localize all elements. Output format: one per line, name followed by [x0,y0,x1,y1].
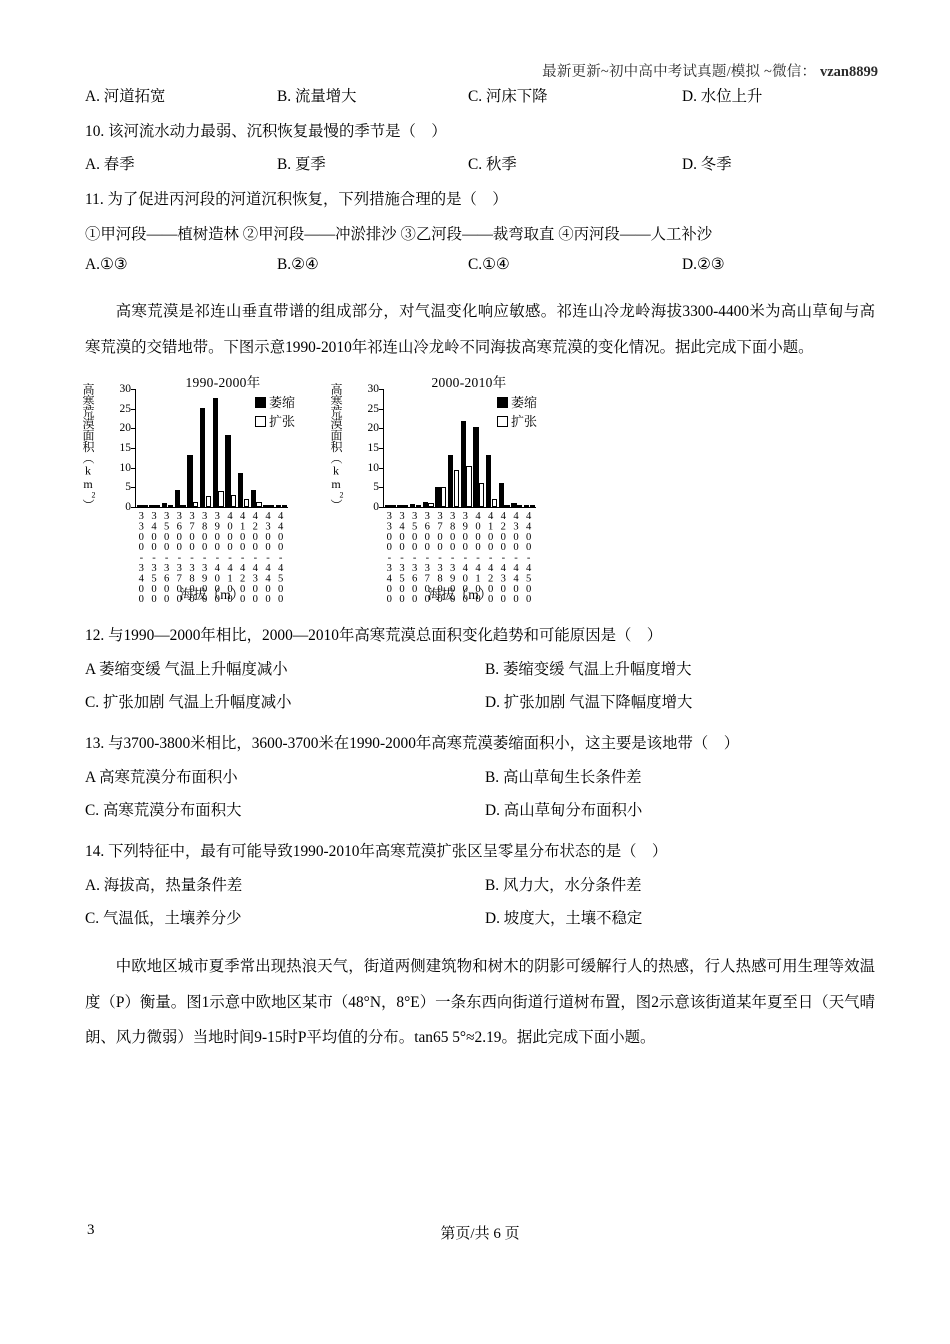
bar-group [460,389,473,507]
q10-option-d: D. 冬季 [682,156,732,173]
q11-measure-items: ①甲河段——植树造林 ②甲河段——冲淤排沙 ③乙河段——裁弯取直 ④丙河段——人工补沙 [85,226,713,243]
bar-expand [282,505,287,507]
bar-shrink [524,505,529,507]
bar-expand [517,505,522,507]
bar-shrink [187,455,192,507]
y-axis-tick-label: 5 [125,481,131,494]
x-axis-tick-label: 4200-4300 [249,511,261,605]
y-axis-tick-label: 10 [367,461,379,474]
y-axis-tick-label: 25 [119,402,131,415]
y-axis-tick-mark [131,487,136,488]
q10-stem: 10. 该河流水动力最弱、沉积恢复最慢的季节是（ ） [85,123,447,140]
q12-option-b: B. 萎缩变缓 气温上升幅度增大 [485,661,692,678]
chart-y-axis-label: 高寒荒漠面积$(km^2)$ [329,383,346,511]
bar-shrink [499,483,504,507]
x-axis-tick-label: 4300-4400 [262,511,274,605]
chart-y-axis-label: 高寒荒漠面积$(km^2)$ [81,383,98,511]
chart-x-axis-label: 海拔（m） [179,587,245,602]
y-axis-tick-label: 20 [367,422,379,435]
alpine-desert-charts [81,371,875,605]
q13-option-c: C. 高寒荒漠分布面积大 [85,802,242,819]
y-axis-tick-mark [379,468,384,469]
q11-option-d: D.②③ [682,256,725,273]
x-axis-tick-label: 3300-3400 [383,511,395,605]
filled-square-icon [255,397,266,408]
x-axis-tick-label: 3700-3800 [186,511,198,605]
q12-option-d: D. 扩张加剧 气温下降幅度增大 [485,694,693,711]
footer-page-of: 第页/共 6 页 [440,1226,520,1242]
bar-group [473,389,486,507]
chart-title: 1990-2000年 [185,375,261,390]
x-axis-tick-label: 4300-4400 [510,511,522,605]
y-axis-tick-label: 5 [373,481,379,494]
q10-option-a: A. 春季 [85,156,135,173]
q13-options-row-1 [85,765,875,798]
bar-expand [168,505,173,507]
bar-group [212,389,225,507]
bar-expand [466,466,471,507]
bar-group [447,389,460,507]
x-axis-tick-label: 4400-4500 [523,511,535,605]
x-axis-tick-label: 4000-4100 [472,511,484,605]
q14-stem: 14. 下列特征中，最有可能导致1990-2010年高寒荒漠扩张区呈零星分布状态的是（ ） [85,843,668,860]
bar-shrink [397,505,402,507]
q10-option-b: B. 夏季 [277,156,326,173]
q13-stem: 13. 与3700-3800米相比，3600-3700米在1990-2000年高寒荒漠萎缩面积小，这主要是该地带（ ） [85,735,740,752]
q11-options-row [85,255,875,288]
x-axis-tick-label: 3800-3900 [199,511,211,605]
bar-expand [256,502,261,507]
bar-group [161,389,174,507]
open-square-icon [497,416,508,427]
x-axis-tick-label: 3500-3600 [409,511,421,605]
q12-option-a: A 萎缩变缓 气温上升幅度减小 [85,661,288,678]
q9-option-d: D. 水位上升 [682,88,763,105]
y-axis-tick-mark [131,448,136,449]
bar-group [409,389,422,507]
bar-shrink [213,398,218,507]
x-axis-tick-label: 4400-4500 [275,511,287,605]
legend-item-expand [255,412,295,431]
bar-shrink [276,505,281,507]
q14-options-row-1 [85,873,875,906]
q9-option-c: C. 河床下降 [468,88,548,105]
bar-expand [504,505,509,507]
bar-expand [428,503,433,507]
q11-option-a: A.①③ [85,256,128,273]
y-axis-tick-label: 30 [119,383,131,395]
x-axis-tick-label: 4100-4200 [237,511,249,605]
bar-group [149,389,162,507]
bar-shrink [162,503,167,507]
bar-expand [390,505,395,507]
y-axis-tick-label: 0 [373,501,379,513]
q13-option-a: A 高寒荒漠分布面积小 [85,769,238,786]
y-axis-tick-mark [379,389,384,390]
bar-shrink [410,504,415,507]
y-axis-tick-label: 20 [119,422,131,435]
bar-shrink [511,503,516,507]
q14-option-b: B. 风力大，水分条件差 [485,877,642,894]
q12-option-c: C. 扩张加剧 气温上升幅度减小 [85,694,292,711]
watermark-wechat-id: vzan8899 [820,64,878,80]
x-axis-tick-label: 4200-4300 [497,511,509,605]
bar-shrink [251,490,256,507]
page-footer [85,1222,875,1246]
legend-label-expand: 扩张 [511,414,538,429]
y-axis-tick-mark [379,409,384,410]
x-axis-tick-label: 3800-3900 [447,511,459,605]
q10-options-row [85,152,875,185]
q11-option-c: C.①④ [468,256,510,273]
x-axis-tick-label: 4000-4100 [224,511,236,605]
bar-expand [155,505,160,507]
bar-shrink [175,490,180,507]
bar-group [187,389,200,507]
bar-expand [206,496,211,507]
y-axis-tick-label: 15 [367,442,379,454]
bar-expand [244,499,249,507]
q12-options-row-2 [85,690,875,723]
passage-alpine-desert: 高寒荒漠是祁连山垂直带谱的组成部分，对气温变化响应敏感。祁连山冷龙岭海拔3300-4400米为高山草甸与高寒荒漠的交错地带。下图示意1990-2010年祁连山冷龙岭不同海拔高寒荒漠的变化情况。据此完成下面小题。 [85,303,875,356]
q9-option-a: A. 河道拓宽 [85,88,166,105]
x-axis-tick-label: 3400-3500 [148,511,160,605]
bar-group [237,389,250,507]
bar-shrink [225,435,230,507]
y-axis-tick-mark [379,428,384,429]
y-axis-tick-mark [379,487,384,488]
bar-shrink [435,487,440,507]
x-axis-tick-label: 3400-3500 [396,511,408,605]
bar-shrink [423,502,428,507]
y-axis-tick-mark [379,507,384,508]
bar-expand [479,483,484,507]
bar-shrink [385,505,390,507]
bar-expand [231,495,236,507]
chart-legend [255,393,295,431]
q13-options-row-2 [85,798,875,831]
watermark-label: 最新更新~初中高中考试真题/模拟 ~微信： [542,64,817,80]
x-axis-tick-label: 3600-3700 [421,511,433,605]
chart-2000-2010 [329,371,585,605]
x-axis-tick-label: 3600-3700 [173,511,185,605]
y-axis-tick-mark [131,507,136,508]
bar-expand [403,505,408,507]
chart-title: 2000-2010年 [431,375,507,390]
y-axis-tick-label: 0 [125,501,131,513]
y-axis-tick-label: 10 [119,461,131,474]
q14-options-row-2 [85,906,875,939]
q9-option-b: B. 流量增大 [277,88,357,105]
q14-option-d: D. 坡度大，土壤不稳定 [485,910,643,927]
bar-expand [180,505,185,507]
bar-shrink [238,473,243,507]
q11-stem: 11. 为了促进丙河段的河道沉积恢复，下列措施合理的是（ ） [85,191,508,208]
bar-expand [454,470,459,507]
bar-expand [492,499,497,507]
bar-shrink [473,427,478,507]
y-axis-tick-mark [131,409,136,410]
bar-shrink [137,505,142,507]
bar-group [174,389,187,507]
y-axis-tick-mark [379,448,384,449]
bar-shrink [200,408,205,507]
bar-expand [142,505,147,507]
q14-option-c: C. 气温低，土壤养分少 [85,910,242,927]
passage-central-europe: 中欧地区城市夏季常出现热浪天气，街道两侧建筑物和树木的阴影可缓解行人的热感，行人热感可用生理等效温度（P）衡量。图1示意中欧地区某市（48°N，8°E）一条东西向街道行道树布置，图2示意该街道某年夏至日（天气晴朗、风力微弱）当地时间9-15时P平均值的分布。tan65 5°≈2.19。据此完成下面小题。 [85,958,875,1046]
x-axis-tick-label: 3300-3400 [135,511,147,605]
bar-expand [218,491,223,507]
bar-group [199,389,212,507]
bar-expand [269,505,274,507]
x-axis-tick-label: 3500-3600 [161,511,173,605]
legend-label-expand: 扩张 [269,414,296,429]
y-axis-tick-mark [131,468,136,469]
x-axis-tick-label: 4100-4200 [485,511,497,605]
x-axis-tick-label: 3900-4000 [211,511,223,605]
bar-expand [441,487,446,507]
q13-option-d: D. 高山草甸分布面积小 [485,802,643,819]
bar-expand [193,502,198,507]
y-axis-tick-mark [131,428,136,429]
open-square-icon [255,416,266,427]
bar-group [435,389,448,507]
q12-stem: 12. 与1990—2000年相比，2000—2010年高寒荒漠总面积变化趋势和可能原因是（ ） [85,627,663,644]
y-axis-tick-mark [131,389,136,390]
bar-shrink [149,505,154,507]
bar-group [136,389,149,507]
chart-legend [497,393,537,431]
q10-option-c: C. 秋季 [468,156,517,173]
bar-group [422,389,435,507]
bar-shrink [448,455,453,507]
q13-option-b: B. 高山草甸生长条件差 [485,769,642,786]
chart-x-axis-label: 海拔（m） [427,587,493,602]
filled-square-icon [497,397,508,408]
x-axis-tick-label: 3700-3800 [434,511,446,605]
y-axis-tick-label: 15 [119,442,131,454]
chart-1990-2000 [81,371,337,605]
bar-shrink [263,505,268,507]
q9-options-row [85,84,875,117]
bar-shrink [486,455,491,507]
bar-expand [530,505,535,507]
bar-group [384,389,397,507]
legend-label-shrink: 萎缩 [269,395,296,410]
q12-options-row-1 [85,657,875,690]
footer-page-number: 3 [87,1222,95,1238]
bar-shrink [461,421,466,507]
document-content [81,84,875,1056]
bar-expand [416,505,421,507]
y-axis-tick-label: 25 [367,402,379,415]
y-axis-tick-label: 30 [367,383,379,395]
legend-item-expand [497,412,537,431]
legend-item-shrink [255,393,295,412]
legend-item-shrink [497,393,537,412]
q14-option-a: A. 海拔高，热量条件差 [85,877,243,894]
q11-option-b: B.②④ [277,256,319,273]
watermark-text [542,60,878,81]
bar-group [225,389,238,507]
x-axis-tick-label: 3900-4000 [459,511,471,605]
bar-group [397,389,410,507]
legend-label-shrink: 萎缩 [511,395,538,410]
